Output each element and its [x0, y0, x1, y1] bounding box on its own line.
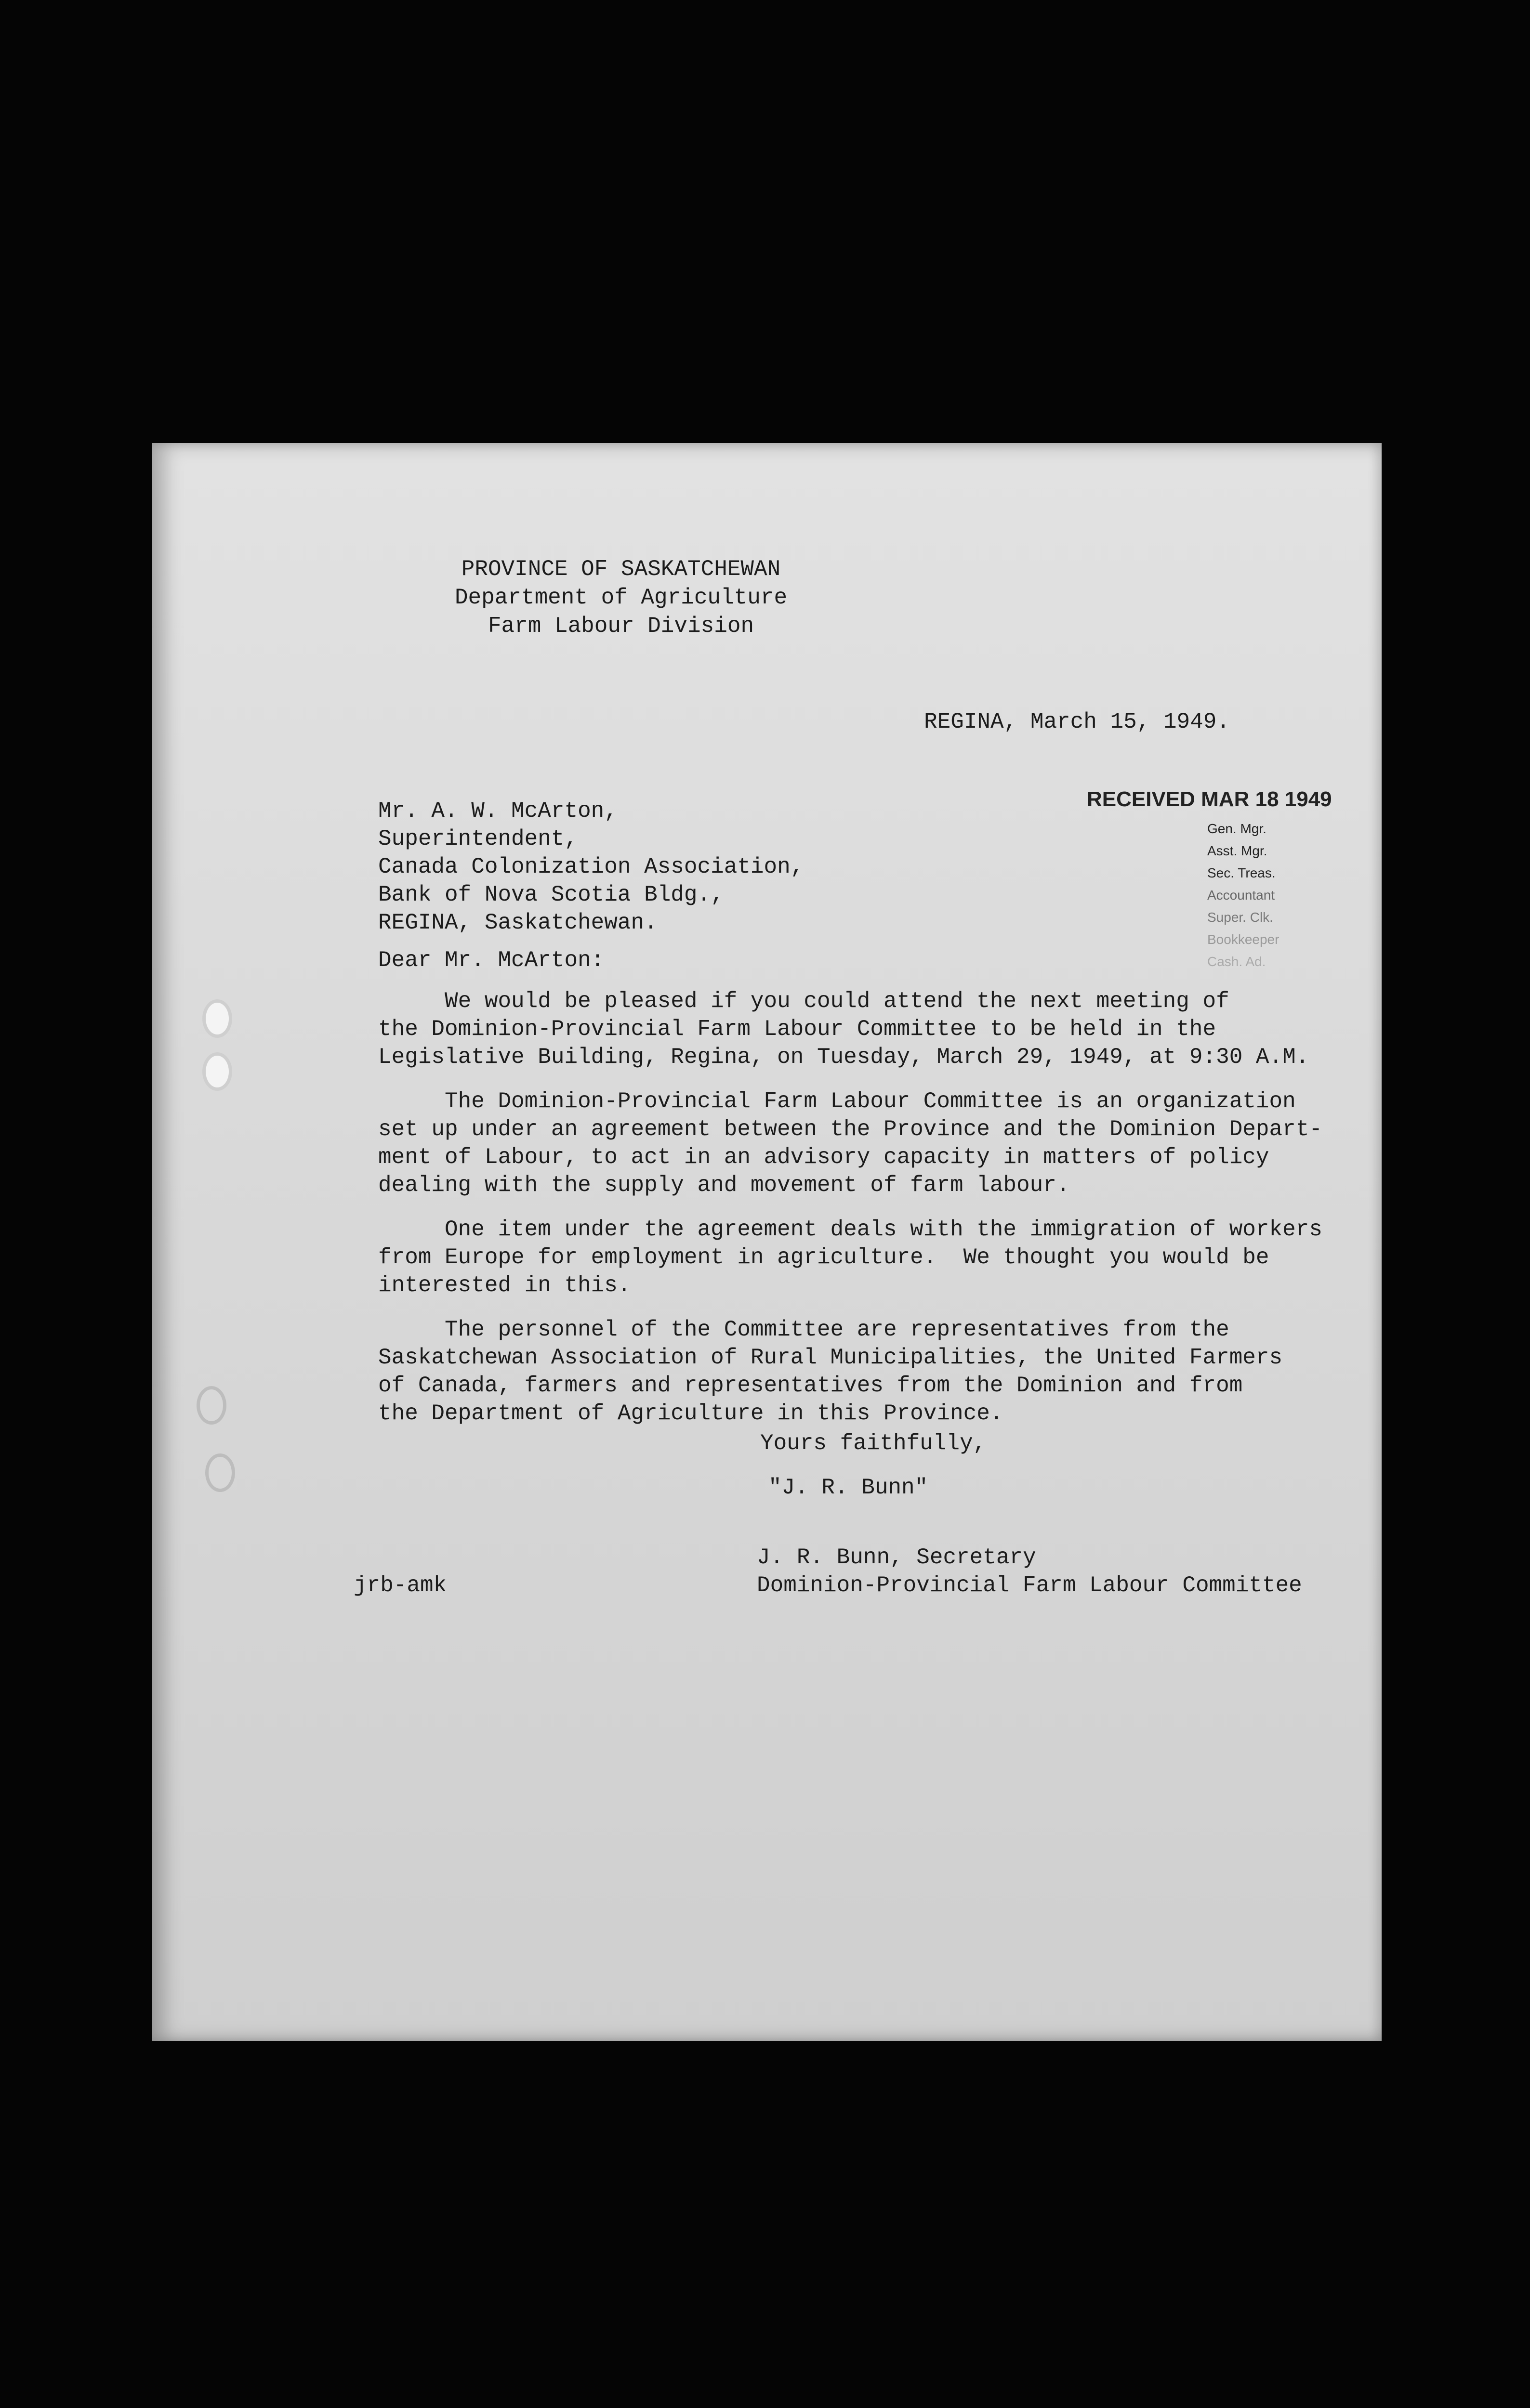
received-stamp-row: Gen. Mgr. — [1207, 821, 1266, 836]
body-line: the Department of Agriculture in this Province. — [378, 1401, 1003, 1426]
letterhead-province: PROVINCE OF SASKATCHEWAN — [461, 557, 781, 582]
letter-page — [152, 443, 1382, 2041]
body-line: set up under an agreement between the Province and the Dominion Depart- — [378, 1117, 1322, 1142]
signer-title: Dominion-Provincial Farm Labour Committee — [757, 1573, 1302, 1598]
received-stamp — [1087, 787, 1332, 980]
received-stamp-heading: RECEIVED MAR 18 1949 — [1087, 787, 1332, 811]
dateline: REGINA, March 15, 1949. — [924, 709, 1230, 734]
body-line: We would be pleased if you could attend the next meeting of — [378, 989, 1229, 1014]
body-line: dealing with the supply and movement of farm labour. — [378, 1173, 1070, 1198]
initials: jrb-amk — [354, 1573, 447, 1598]
punch-hole — [205, 1453, 235, 1492]
recipient-line: Bank of Nova Scotia Bldg., — [378, 882, 724, 907]
received-stamp-row: Bookkeeper — [1207, 932, 1279, 947]
salutation: Dear Mr. McArton: — [378, 948, 605, 973]
punch-hole — [197, 1386, 226, 1425]
body-line: Legislative Building, Regina, on Tuesday, March 29, 1949, at 9:30 A.M. — [378, 1045, 1309, 1070]
recipient-line: Canada Colonization Association, — [378, 854, 804, 879]
body-line: from Europe for employment in agriculture. We thought you would be — [378, 1245, 1269, 1270]
recipient-line: Superintendent, — [378, 826, 578, 851]
received-stamp-row: Asst. Mgr. — [1207, 843, 1267, 858]
punch-hole — [202, 999, 232, 1038]
punch-hole — [202, 1052, 232, 1091]
received-stamp-row: Accountant — [1207, 888, 1275, 903]
closing: Yours faithfully, — [760, 1431, 987, 1456]
letterhead-department: Department of Agriculture — [454, 585, 788, 610]
received-stamp-row: Cash. Ad. — [1207, 954, 1266, 969]
recipient-line: Mr. A. W. McArton, — [378, 798, 618, 824]
received-stamp-row: Super. Clk. — [1207, 910, 1273, 925]
letterhead-division: Farm Labour Division — [488, 614, 754, 639]
body-line: of Canada, farmers and representatives from the Dominion and from — [378, 1373, 1243, 1398]
body-line: The Dominion-Provincial Farm Labour Committee is an organization — [378, 1089, 1296, 1114]
body-line: ment of Labour, to act in an advisory capacity in matters of policy — [378, 1145, 1269, 1170]
signature: "J. R. Bunn" — [768, 1475, 928, 1500]
body-line: interested in this. — [378, 1273, 631, 1298]
recipient-line: REGINA, Saskatchewan. — [378, 910, 658, 935]
signer-name: J. R. Bunn, Secretary — [757, 1545, 1036, 1570]
body-line: One item under the agreement deals with the immigration of workers — [378, 1217, 1322, 1242]
body-line: Saskatchewan Association of Rural Municipalities, the United Farmers — [378, 1345, 1283, 1370]
body-line: the Dominion-Provincial Farm Labour Committee to be held in the — [378, 1017, 1216, 1042]
body-line: The personnel of the Committee are representatives from the — [378, 1317, 1229, 1342]
received-stamp-row: Sec. Treas. — [1207, 865, 1276, 880]
